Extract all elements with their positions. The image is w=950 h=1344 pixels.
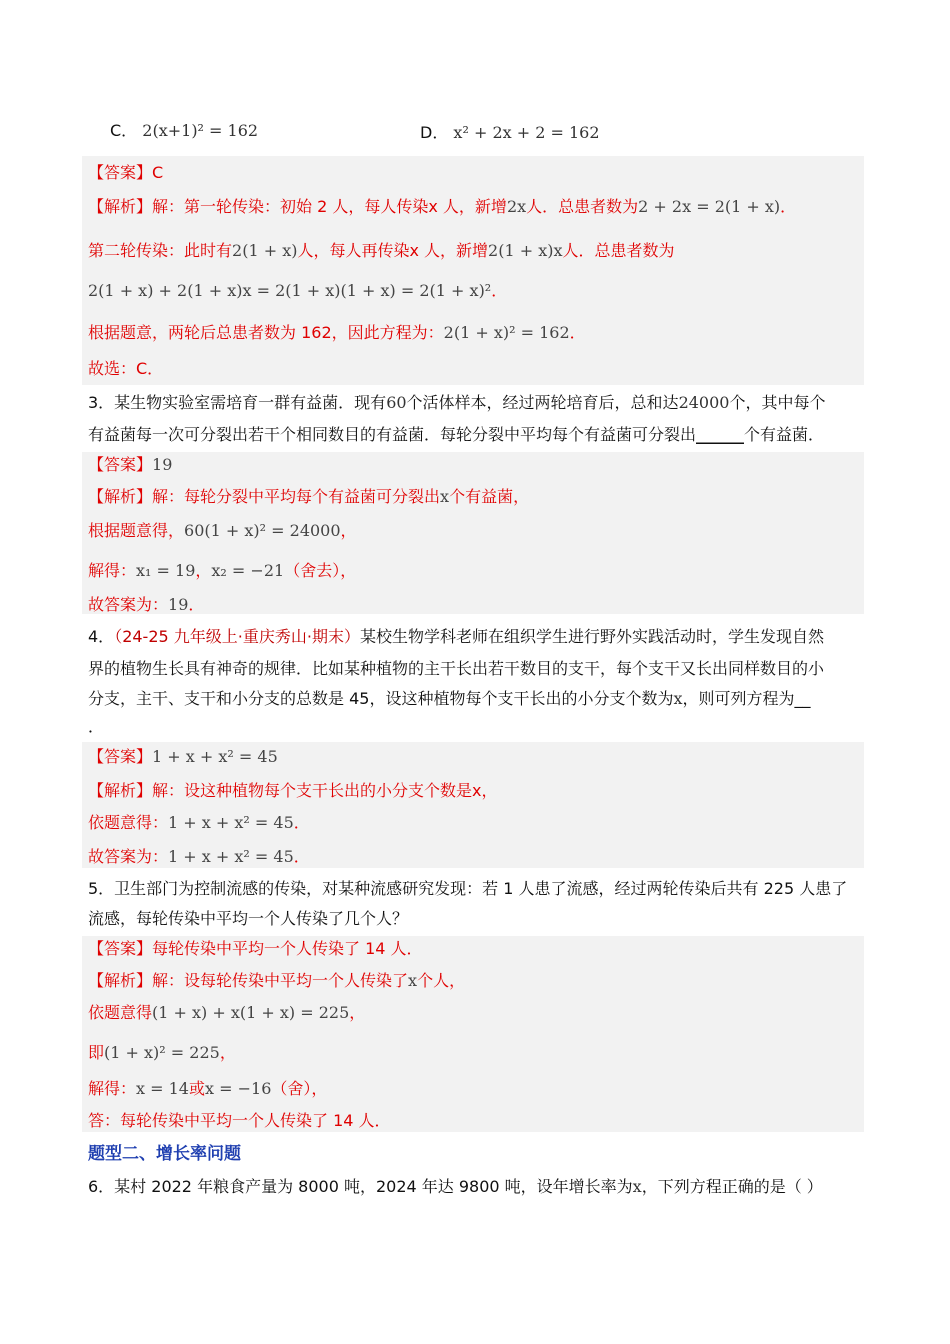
q4-answer: 【答案】1 + x + x² = 45 bbox=[88, 747, 278, 766]
q5-analysis-line1: 【解析】解：设每轮传染中平均一个人传染了x个人， bbox=[88, 971, 466, 990]
q6-stem-line1: 6．某村 2022 年粮食产量为 8000 吨，2024 年达 9800 吨，设年增长率为x，下列方程正确的是（ ） bbox=[88, 1177, 823, 1196]
option-d: D． x² + 2x + 2 = 162 bbox=[420, 123, 600, 142]
q2-analysis-line3: 2(1 + x) + 2(1 + x)x = 2(1 + x)(1 + x) = 2(1 + x)²． bbox=[88, 281, 508, 300]
q4-stem-line2: 界的植物生长具有神奇的规律．比如某种植物的主干长出若干数目的支干，每个支干又长出同样数目的小 bbox=[88, 659, 825, 678]
q5-answer-box bbox=[82, 936, 864, 1132]
q5-stem-line1: 5．卫生部门为控制流感的传染，对某种流感研究发现：若 1 人患了流感，经过两轮传染后共有 225 人患了 bbox=[88, 879, 848, 898]
q3-analysis-line3: 解得：x₁ = 19，x₂ = −21（舍去）， bbox=[88, 561, 357, 580]
q3-stem-line1: 3．某生物实验室需培育一群有益菌．现有60个活体样本，经过两轮培育后，总和达24000个，其中每个 bbox=[88, 393, 826, 412]
q3-conclusion: 故答案为：19． bbox=[88, 595, 205, 614]
q5-conclusion: 答：每轮传染中平均一个人传染了 14 人． bbox=[88, 1111, 391, 1130]
fill-blank: ______ bbox=[696, 425, 745, 444]
option-c: C． 2(x+1)² = 162 bbox=[110, 121, 259, 140]
q5-answer: 【答案】每轮传染中平均一个人传染了 14 人． bbox=[88, 939, 423, 958]
q3-stem-line2: 有益菌每一次可分裂出若干个相同数目的有益菌．每轮分裂中平均每个有益菌可分裂出______个有益菌． bbox=[88, 425, 825, 444]
q2-conclusion: 故选：C． bbox=[88, 359, 164, 378]
q3-analysis-line1: 【解析】解：每轮分裂中平均每个有益菌可分裂出x个有益菌， bbox=[88, 487, 530, 506]
q2-answer-box bbox=[82, 156, 864, 385]
option-d-equation: x² + 2x + 2 = 162 bbox=[453, 123, 600, 142]
q4-stem-line1: 4．（24-25 九年级上·重庆秀山·期末）某校生物学科老师在组织学生进行野外实践活动时，学生发现自然 bbox=[88, 627, 824, 646]
q4-stem-line3: 分支，主干、支干和小分支的总数是 45，设这种植物每个支干长出的小分支个数为x，则可列方程为__ bbox=[88, 689, 811, 708]
q2-analysis-line2: 第二轮传染：此时有2(1 + x)人，每人再传染x 人，新增2(1 + x)x人．总患者数为 bbox=[88, 241, 675, 260]
q4-stem-line4: ． bbox=[88, 717, 105, 736]
q4-conclusion: 故答案为：1 + x + x² = 45． bbox=[88, 847, 310, 866]
q4-analysis-line1: 【解析】解：设这种植物每个支干长出的小分支个数是x， bbox=[88, 781, 498, 800]
section-title: 题型二、增长率问题 bbox=[88, 1144, 241, 1164]
q2-analysis-line1: 【解析】解：第一轮传染：初始 2 人，每人传染x 人，新增2x人．总患者数为2 + 2x = 2(1 + x)． bbox=[88, 197, 797, 216]
option-c-equation: 2(x+1)² = 162 bbox=[142, 121, 259, 140]
q3-answer: 【答案】19 bbox=[88, 455, 173, 474]
q5-analysis-line2: 依题意得(1 + x) + x(1 + x) = 225， bbox=[88, 1003, 366, 1022]
q5-analysis-line3: 即(1 + x)² = 225， bbox=[88, 1043, 236, 1062]
q5-stem-line2: 流感，每轮传染中平均一个人传染了几个人？ bbox=[88, 909, 409, 928]
q2-answer: 【答案】C bbox=[88, 163, 164, 182]
q4-analysis-line2: 依题意得：1 + x + x² = 45． bbox=[88, 813, 310, 832]
q3-analysis-line2: 根据题意得，60(1 + x)² = 24000， bbox=[88, 521, 357, 540]
q5-analysis-line4: 解得：x = 14或x = −16（舍）， bbox=[88, 1079, 328, 1098]
q2-analysis-line4: 根据题意，两轮后总患者数为 162，因此方程为：2(1 + x)² = 162． bbox=[88, 323, 586, 342]
q4-source: （24-25 九年级上·重庆秀山·期末） bbox=[114, 627, 360, 646]
